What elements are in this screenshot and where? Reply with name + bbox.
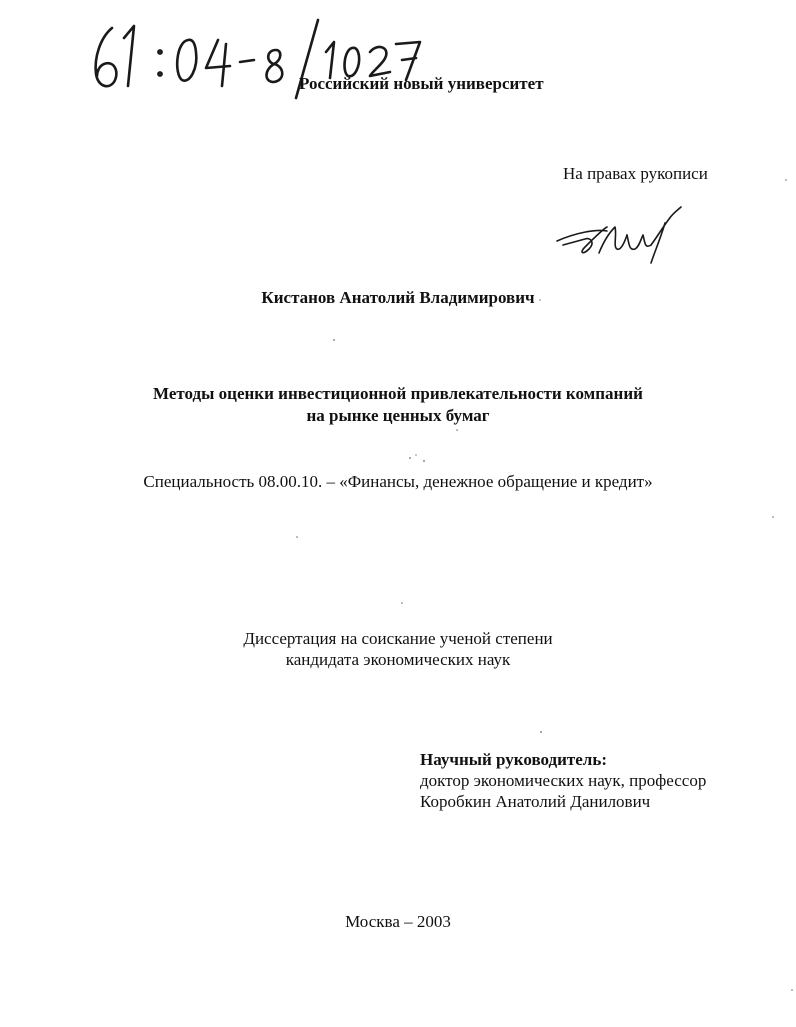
city-and-year: Москва – 2003 [345, 912, 451, 931]
author-name: Кистанов Анатолий Владимирович [261, 288, 535, 307]
supervisor-name: Коробкин Анатолий Данилович [420, 792, 651, 811]
specialty-line: Специальность 08.00.10. – «Финансы, денежное обращение и кредит» [143, 472, 653, 491]
degree-line-1: Диссертация на соискание ученой степени [243, 629, 553, 648]
institution-name: Российский новый университет [299, 74, 544, 93]
supervisor-heading: Научный руководитель: [420, 750, 607, 769]
rights-note: На правах рукописи [563, 164, 708, 183]
degree-line-2: кандидата экономических наук [285, 650, 511, 669]
dissertation-title-line-2: на рынке ценных бумаг [306, 406, 490, 425]
supervisor-credentials: доктор экономических наук, профессор [420, 771, 707, 790]
dissertation-title-line-1: Методы оценки инвестиционной привлекательности компаний [153, 384, 643, 403]
